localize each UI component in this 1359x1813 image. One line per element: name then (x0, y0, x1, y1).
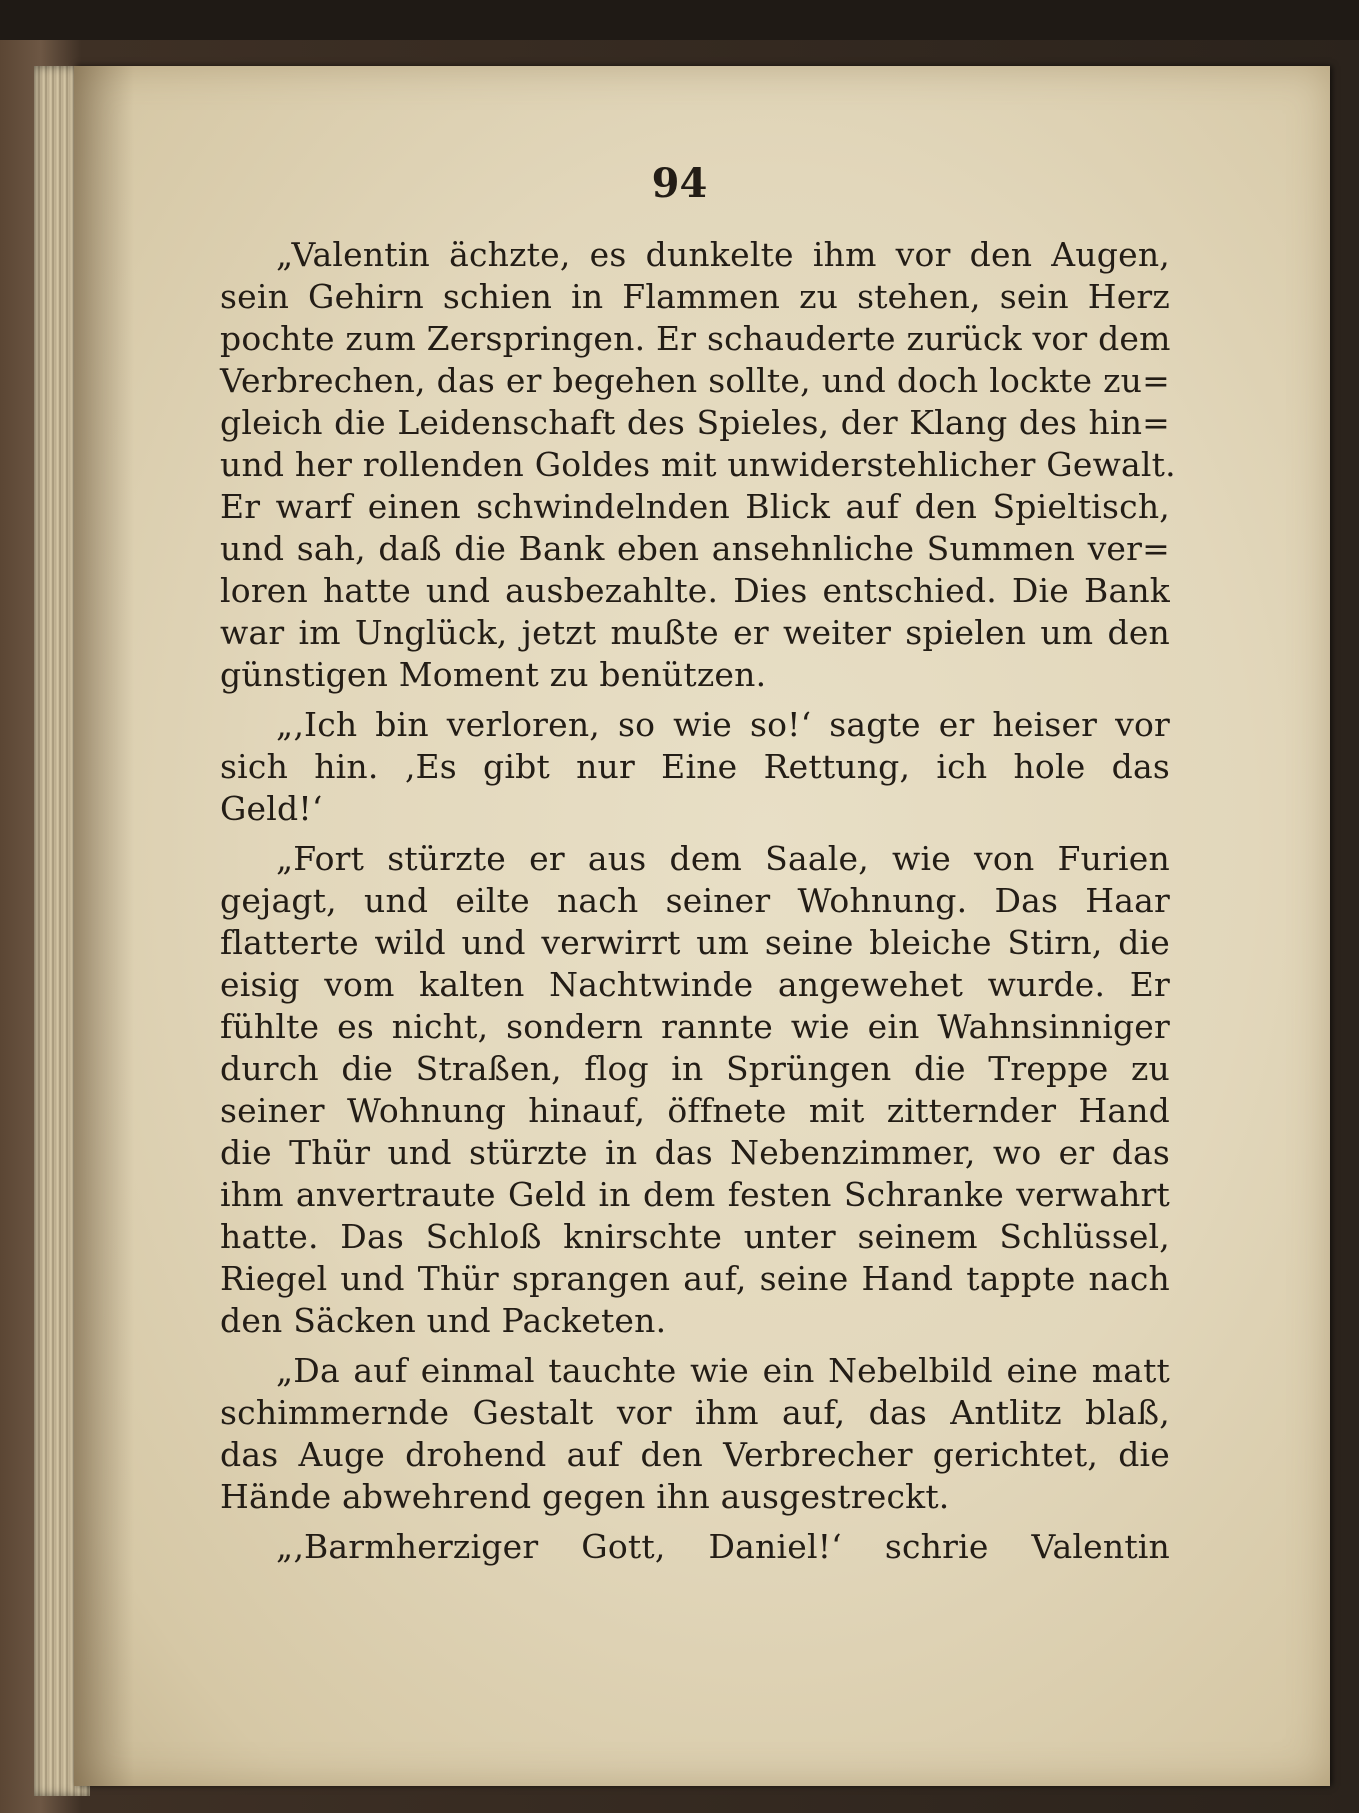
text-line: günstigen Moment zu benützen. (220, 655, 767, 694)
text-line: Riegel und Thür sprangen auf, seine Hand tappte nach (220, 1259, 1170, 1298)
text-line: ihm anvertraute Geld in dem festen Schranke verwahrt (220, 1175, 1170, 1214)
text-line: „‚Ich bin verloren, so wie so!‘ sagte er heiser vor (276, 705, 1170, 744)
text-line: fühlte es nicht, sondern rannte wie ein Wahnsinniger (220, 1007, 1170, 1046)
body-text (220, 234, 1176, 1568)
paragraph (220, 1526, 1170, 1568)
text-line: „‚Barmherziger Gott, Daniel!‘ schrie Valentin (276, 1527, 1170, 1566)
text-line: hatte. Das Schloß knirschte unter seinem Schlüssel, (220, 1217, 1170, 1256)
text-line: Er warf einen schwindelnden Blick auf den Spieltisch, (220, 487, 1170, 526)
text-line: Verbrechen, das er begehen sollte, und doch lockte zu= (220, 361, 1170, 400)
page-gutter-shadow (74, 66, 134, 1786)
text-line: und sah, daß die Bank eben ansehnliche Summen ver= (220, 529, 1170, 568)
text-line: den Säcken und Packeten. (220, 1301, 667, 1340)
text-line: gleich die Leidenschaft des Spieles, der Klang des hin= (220, 403, 1170, 442)
text-line: und her rollenden Goldes mit unwiderstehlicher Gewalt. (220, 445, 1176, 484)
text-line: loren hatte und ausbezahlte. Dies entschied. Die Bank (220, 571, 1170, 610)
text-line: war im Unglück, jetzt mußte er weiter spielen um den (220, 613, 1170, 652)
text-line: gejagt, und eilte nach seiner Wohnung. Das Haar (220, 881, 1170, 920)
text-line: schimmernde Gestalt vor ihm auf, das Antlitz blaß, (220, 1393, 1170, 1432)
text-line: Hände abwehrend gegen ihn ausgestreckt. (220, 1477, 950, 1516)
text-line: sein Gehirn schien in Flammen zu stehen, sein Herz (220, 277, 1170, 316)
text-line: „Valentin ächzte, es dunkelte ihm vor den Augen, (276, 235, 1170, 274)
text-line: durch die Straßen, flog in Sprüngen die Treppe zu (220, 1049, 1170, 1088)
paragraph (220, 234, 1176, 696)
page-number: 94 (651, 160, 708, 207)
text-line: die Thür und stürzte in das Nebenzimmer, wo er das (220, 1133, 1170, 1172)
paragraph (220, 704, 1170, 830)
text-line: flatterte wild und verwirrt um seine bleiche Stirn, die (220, 923, 1170, 962)
text-line: das Auge drohend auf den Verbrecher gerichtet, die (220, 1435, 1170, 1474)
text-line: Geld!‘ (220, 789, 323, 828)
text-line: „Fort stürzte er aus dem Saale, wie von Furien (276, 839, 1170, 878)
paragraph (220, 838, 1170, 1342)
text-line: pochte zum Zerspringen. Er schauderte zurück vor dem (220, 319, 1171, 358)
text-line: eisig vom kalten Nachtwinde angewehet wurde. Er (220, 965, 1170, 1004)
text-line: „Da auf einmal tauchte wie ein Nebelbild eine matt (276, 1351, 1170, 1390)
text-line: seiner Wohnung hinauf, öffnete mit zitternder Hand (220, 1091, 1170, 1130)
paragraph (220, 1350, 1170, 1518)
text-line: sich hin. ‚Es gibt nur Eine Rettung, ich hole das (220, 747, 1170, 786)
